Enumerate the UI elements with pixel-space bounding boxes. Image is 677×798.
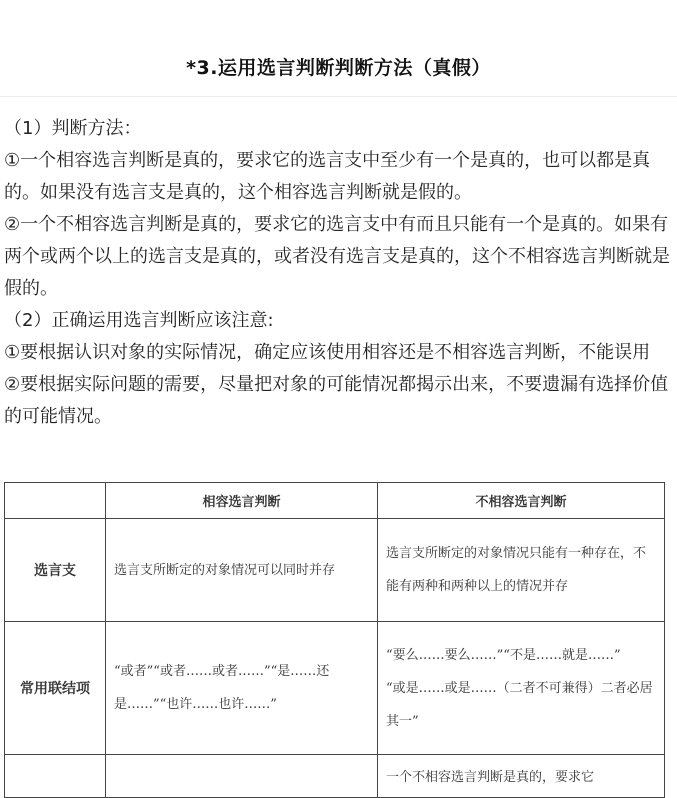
page-title: *3.运用选言判断判断方法（真假） xyxy=(186,57,491,79)
cell-incompatible xyxy=(378,755,665,798)
paragraph: （2）正确运用选言判断应该注意: xyxy=(4,310,274,331)
row-label: 常用联结项 xyxy=(5,622,106,755)
cell-incompatible: 选言支所断定的对象情况只能有一种存在，不能有两种和两种以上的情况并存 xyxy=(378,519,665,622)
table-header-compatible: 相容选言判断 xyxy=(106,483,378,519)
paragraph: ①要根据认识对象的实际情况，确定应该使用相容还是不相容选言判断，不能误用 xyxy=(4,342,651,363)
cell-text-cut: 一个不相容选言判断是真的，要求它 xyxy=(386,770,595,785)
connector-line: “或是……或是……（二者不可兼得）二者必居其一” xyxy=(386,680,653,729)
cell-incompatible xyxy=(378,622,665,755)
paragraph: ②一个不相容选言判断是真的，要求它的选言支中有而且只能有一个是真的。如果有两个或两个以上的选言支是真的，或者没有选言支是真的，这个不相容选言判断就是假的。 xyxy=(4,214,670,299)
title-divider xyxy=(0,96,677,97)
table-header-corner xyxy=(5,483,106,519)
cell-compatible xyxy=(106,755,378,798)
row-label: 选言支 xyxy=(5,519,106,622)
paragraph: （1）判断方法： xyxy=(4,118,142,139)
table-row xyxy=(5,755,665,798)
table-row xyxy=(5,519,665,622)
paragraph: ②要根据实际问题的需要，尽量把对象的可能情况都揭示出来，不要遗漏有选择价值的可能情况。 xyxy=(4,374,669,427)
row-label xyxy=(5,755,106,798)
connector-line: “要么……要么……”“不是……就是……” xyxy=(386,647,621,663)
table-header-incompatible: 不相容选言判断 xyxy=(378,483,665,519)
table-row xyxy=(5,622,665,755)
comparison-table xyxy=(4,482,665,798)
cell-compatible: “或者”“或者……或者……”“是……还是……”“也许……也许……” xyxy=(106,622,378,755)
article-body xyxy=(4,113,672,433)
paragraph: ①一个相容选言判断是真的，要求它的选言支中至少有一个是真的，也可以都是真的。如果没有选言支是真的，这个相容选言判断就是假的。 xyxy=(4,150,651,203)
table-header-row xyxy=(5,483,665,519)
cell-compatible: 选言支所断定的对象情况可以同时并存 xyxy=(106,519,378,622)
